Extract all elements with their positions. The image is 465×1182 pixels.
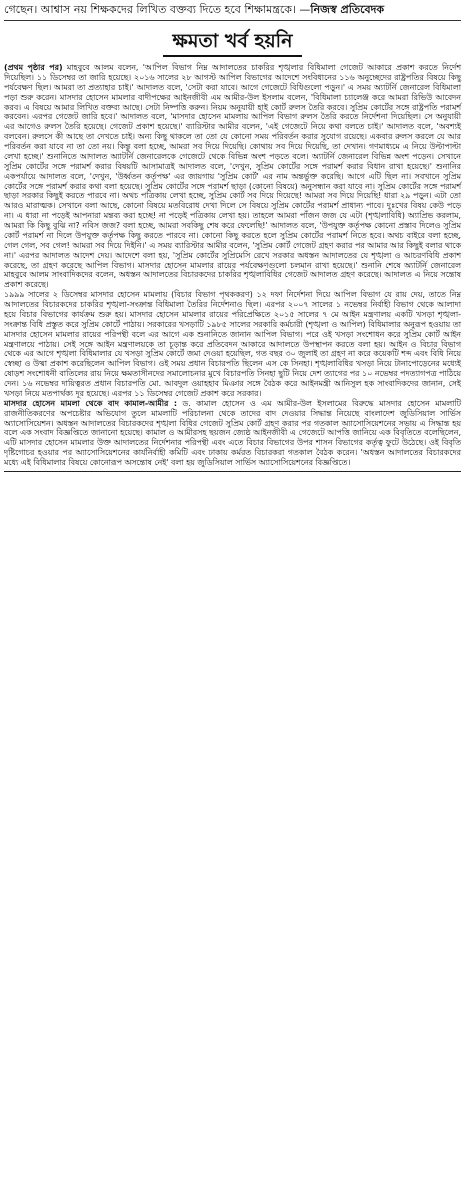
article-paragraph xyxy=(4,63,461,290)
article-paragraph xyxy=(4,290,461,399)
continuation-marker: (প্রথম পৃষ্ঠার পর) xyxy=(4,63,63,72)
paragraph-text: মাহবুবে আলম বলেন, 'আপিল বিভাগ নিম্ন আদালতের চাকরির শৃঙ্খলার বিধিমালা গেজেট আকারে প্রকাশ করতে নির্দেশ দিয়েছিল। ১১ ডিসেম্বর তা জারি হয়েছে। ২০১৬ সালের ২৮ আগস্ট আপিল বিভাগের আদেশে সংবিধানের ১১৬ অনুচ্ছেদের রাষ্ট্রপতির বিষয়ে কিছু পর্যবেক্ষণ ছিল। আমরা তা প্রত্যাহার চাই।' আদালত বলে, 'সেটা করা যাবে। আগে গেজেটে বিধিগুলো পড়ুন।' এ সময় অ্যাটর্নি জেনারেল বিধিমালা পড়া শুরু করেন। মাসদার হোসেন মামলার বাদীপক্ষের আইনজীবী এম আমীর-উল ইসলাম বলেন, 'বিধিমালা চ্যালেঞ্জ করে আমরা রিভিউ আবেদন করব। এ বিষয়ে আমার লিখিত বক্তব্য আছে। সেটা নিষ্পত্তি করুন। নিয়ম অনুযায়ী হাই কোর্ট রুলস তৈরি করবে। সুপ্রিম কোর্টের সঙ্গে রাষ্ট্রপতি পরামর্শ করবেন। এরপর গেজেট জারি হবে।' আদালত বলে, 'মাসদার হোসেন মামলায় আপিল বিভাগ রুলস তৈরি করতে নির্দেশনা দিয়েছিল। সে অনুযায়ী এর আগেও রুলস তৈরি হয়েছে। গেজেট প্রকাশ হয়েছে।' ব্যারিস্টার আমীর বলেন, 'এই গেজেটে নিয়ে কথা বলতে চাই।' আদালত বলে, 'অবশ্যই বলবেন। রুলসে কী আছে তা দেখতে চাই। অন্য কিছু থাকলে তা তো যে কোনো সময় পরিবর্তন করার সুযোগ রয়েছে। একবার রুলস করলে যে আর পরিবর্তন করা যাবে না তা তো নয়। কিন্তু বলা হচ্ছে, আমরা সব দিয়ে দিয়েছি। কোথায় সব দিয়ে দিয়েছি, তা দেখান। গণমাধ্যমে এ নিয়ে উল্টাপাল্টা লেখা হচ্ছে।' শুনানিতে আদালত অ্যাটর্নি জেনারেলকে গেজেটে থেকে বিভিন্ন অংশ পড়তে বলে। অ্যাটর্নি জেনারেল বিভিন্ন অংশ পড়েন। সেখানে সুপ্রিম কোর্টের সঙ্গে পরামর্শ করার বিষয়টি আসামাত্রই আদালত বলে, 'দেখুন, সুপ্রিম কোর্টের সঙ্গে পরামর্শ করার বিধান রাখা হয়েছে।' শুনানির একপর্যায়ে আদালত বলে, 'দেখুন, 'উর্ধ্বতন কর্তৃপক্ষ' এর জায়গায় 'সুপ্রিম কোর্ট' এর নাম অন্তর্ভুক্ত করেছি। আগে এটি ছিল না। সবখানে সুপ্রিম কোর্টের সঙ্গে পরামর্শ করার কথা বলা হয়েছে। সুপ্রিম কোর্টের সঙ্গে পরামর্শ ছাড়া (কোনো বিষয়ে) অনুসন্ধান করা যাবে না। সুপ্রিম কোর্টের সঙ্গে পরামর্শ ছাড়া সরকার কিছুই করতে পারবে না। অথচ পত্রিকায় লেখা হচ্ছে, সুপ্রিম কোর্ট সব দিয়ে দিয়েছে! আমরা সব দিয়ে দিয়েছি! ধারা ২৯ পড়ুন। এটা তো আরও মারাত্মক। সেখানে বলা আছে, কোনো বিষয়ে মতবিরোধ দেখা দিলে সে বিষয়ে সুপ্রিম কোর্টের পরামর্শ প্রাধান্য পাবে। দুঃখের বিষয় কেউ পড়ে না। এ ধারা না পড়েই আপনারা মন্তব্য করা হচ্ছে! না পড়েই পত্রিকায় লেখা হয়। তাহলে আমরা পাঁজন জজ যে এটা (শৃঙ্খলাবিধি) অ্যাপ্রিভ করলাম, আমরা কি কিছু বুঝি না? নবিস জজ? বলা হচ্ছে, আমরা সবকিছু শেষ করে ফেলেছি!' আদালত বলে, 'উপযুক্ত কর্তৃপক্ষ কোনো প্রস্তাব দিলেও সুপ্রিম কোর্ট পরামর্শ না দিলে উপযুক্ত কর্তৃপক্ষ কিছু করতে পারবে না। কোনো কিছু করতে হলে সুপ্রিম কোর্টের পরামর্শ নিতে হবে। অথচ বাইরে বলা হচ্ছে, গেল গেল, সব গেল! আমরা সব দিয়ে দিইনি।' এ সময় ব্যারিস্টার আমীর বলেন, 'সুপ্রিম কোর্ট গেজেট গ্রহণ করার পর আমার আর কিছুই বলার থাকে না।' এরপর আদালত আদেশ দেয়। আদেশে বলা হয়, 'সুপ্রিম কোর্টের সুপ্রিমেসি রেখে সরকার অধস্তন আদালতের যে শৃঙ্খলা ও আচরণবিধি প্রকাশ করেছে, তা গ্রহণ করেছে আপিল বিভাগ। মাসদার হোসেন মামলার রায়ের পর্যবেক্ষণগুলো চলমান রাখা হয়েছে।' শুনানি শেষে অ্যাটর্নি জেনারেল মাহবুবে আলম সাংবাদিকদের বলেন, অধস্তন আদালতের বিচারকদের চাকরির শৃঙ্খলাবিধির গেজেট আদালত গ্রহণ করেছে। আদালত এ নিয়ে সন্তোষ প্রকাশ করেছে। xyxy=(4,63,461,290)
previous-article-tail xyxy=(4,0,461,21)
paragraph-text: ড. কামাল হোসেন ও এম আমীর-উল ইসলামের বিরুদ্ধে মাসদার হোসেন মামলাটি রাজনীতিকরণের অপচেষ্টার অভিযোগ তুলে মামলাটি পরিচালনা থেকে তাদের বাদ দেওয়ার সিদ্ধান্ত নিয়েছে বাংলাদেশ জুডিসিয়াল সার্ভিস অ্যাসোসিয়েশন। অধস্তন আদালতের বিচারকদের শৃঙ্খলা বিধির গেজেট সুপ্রিম কোর্ট গ্রহণ করার পর গতকাল অ্যাসোসিয়েশনের সভায় এ সিদ্ধান্ত হয় বলে এক সংবাদ বিজ্ঞপ্তিতে জানানো হয়েছে। কামাল ও আমীরসহ ছয়জন জ্যেষ্ঠ আইনজীবী এ গেজেটে আপত্তি জানিয়ে এক বিবৃতিতে বলেছিলেন, এটি মাসদার হোসেন মামলার উক্ত আদালতের নির্দেশনার পরিপন্থী এবং এতে বিচার বিভাগের উপর শাসন বিভাগের কর্তৃত্ব ফুটে উঠেছে। ওই বিবৃতি দৃষ্টিগোচর হওয়ার পর অ্যাসোসিয়েশনের কার্যনির্বাহী কমিটি এবং ঢাকায় কর্মরত বিচারকরা গতকাল বৈঠক করেন। 'অধস্তন আদালতের বিচারকদের মধ্যে এই বিধিমালার বিষয়ে কোনোরূপ অসন্তোষ নেই' বলা হয় জুডিসিয়াল সার্ভিস অ্যাসোসিয়েশনের বিজ্ঞপ্তিতে। xyxy=(4,398,461,467)
headline: ক্ষমতা খর্ব হয়নি xyxy=(163,27,303,57)
headline-wrap xyxy=(4,21,461,61)
previous-article-text: গেছেন। আশ্বাস নয় শিক্ষকদের লিখিত বক্তব্য দিতে হবে শিক্ষামন্ত্রকে। — xyxy=(4,3,311,16)
article-body xyxy=(4,63,461,468)
byline-credit: নিজস্ব প্রতিবেদক xyxy=(310,3,385,16)
article-paragraph xyxy=(4,399,461,468)
bottom-divider xyxy=(4,471,461,472)
paragraph-text: ১৯৯৯ সালের ২ ডিসেম্বর মাসদার হোসেন মামলায় (বিচার বিভাগ পৃথককরণ) ১২ দফা নির্দেশনা দিয়ে আপিল বিভাগ যে রায় দেয়, তাতে নিম্ন আদালতের বিচারকদের চাকরির শৃঙ্খলা-সংক্রান্ত বিধিমালা তৈরির নির্দেশনাও ছিল। এরপর ২০০৭ সালের ১ নভেম্বর নির্বাহী বিভাগ থেকে আলাদা হয়ে বিচার বিভাগের কার্যক্রম শুরু হয়। মাসদার হোসেন মামলার রায়ের পরিপ্রেক্ষিতে ২০১৫ সালের ৭ মে আইন মন্ত্রণালয় একটি খসড়া শৃঙ্খলা-সংক্রান্ত বিধি প্রস্তুত করে সুপ্রিম কোর্টে পাঠায়। সরকারের খসড়াটি ১৯৮৫ সালের সরকারি কর্মচারী (শৃঙ্খলা ও আপিল) বিধিমালার অনুরূপ হওয়ায় তা মাসদার হোসেন মামলার রায়ের পরিপন্থী বলে এর আগে এক শুনানিতে জানান আপিল বিভাগ। পরে ওই খসড়া সংশোধন করে সুপ্রিম কোর্ট আইন মন্ত্রণালয়ে পাঠায়। সেই সঙ্গে আইন মন্ত্রণালয়কে তা চূড়ান্ত করে প্রতিবেদন আকারে আদালতে উপস্থাপন করতে বলা হয়। আইন ও বিচার বিভাগ থেকে এর আগে শৃঙ্খলা বিধিমালার যে খসড়া সুপ্রিম কোর্টে জমা দেওয়া হয়েছিল, গত বছর ৩০ জুলাই তা গ্রহণ না করে কয়েকটি শব্দ এবং বিধি নিয়ে স্বেচ্ছা ও উষ্মা প্রকাশ করেছিলেন আপিল বিভাগ। ওই সময় প্রধান বিচারপতি ছিলেন এস কে সিনহা। শৃঙ্খলাবিধির খসড়া নিয়ে টানাপোড়েনের মধ্যেই ষোড়শ সংশোধনী বাতিলের রায় নিয়ে ক্ষমতাসীনদের সমালোচনার মুখে বিচারপতি সিনহা ছুটি নিয়ে দেশ ত্যাগের পর ১০ নভেম্বর পদত্যাগপত্র পাঠিয়ে দেন। ১৬ নভেম্বর দায়িত্বরত প্রধান বিচারপতি মো. আবদুল ওয়াহহাব মিঞার সঙ্গে বৈঠক করে আইনমন্ত্রী আনিসুল হক সাংবাদিকদের জানান, সেই খসড়া নিয়ে মতপার্থক্য দূর হয়েছে। এরপর ১১ ডিসেম্বর গেজেট প্রকাশ করে সরকার। xyxy=(4,290,461,398)
section-subhead: মাসদার হোসেন মামলা থেকে বাদ কামাল-আমীর : xyxy=(4,398,178,408)
